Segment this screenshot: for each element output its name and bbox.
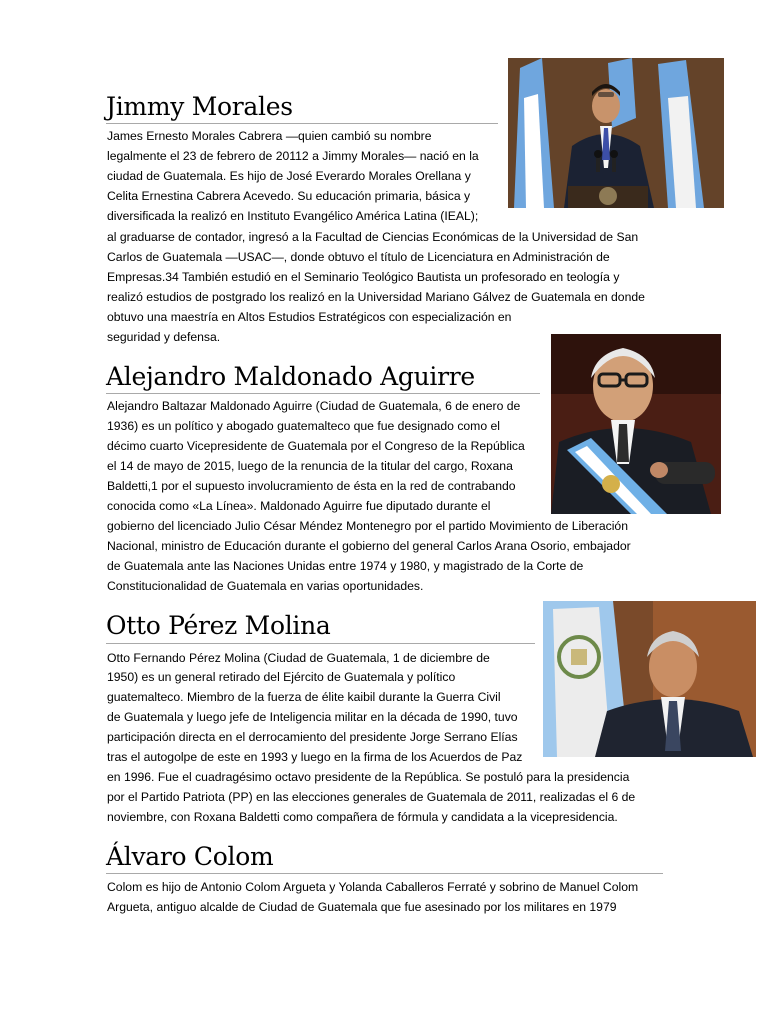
text-line: Nacional, ministro de Educación durante el gobierno del general Carlos Arana Osorio, embajador xyxy=(107,539,631,553)
text-line: obtuvo una maestría en Altos Estudios Estratégicos con especialización en xyxy=(107,310,512,324)
text-line: al graduarse de contador, ingresó a la Facultad de Ciencias Económicas de la Universidad de San xyxy=(107,230,639,244)
text-line: seguridad y defensa. xyxy=(107,330,221,344)
text-line: por el Partido Patriota (PP) en las elecciones generales de Guatemala de 2011, realizadas el 6 de xyxy=(107,790,636,804)
text-line: gobierno del licenciado Julio César Méndez Montenegro por el partido Movimiento de Liberación xyxy=(107,519,628,533)
text-line: Carlos de Guatemala —USAC—, donde obtuvo el título de Licenciatura en Administración de xyxy=(107,250,610,264)
text-line: James Ernesto Morales Cabrera —quien cambió su nombre xyxy=(107,129,432,143)
section-title-otto-perez-molina: Otto Pérez Molina xyxy=(106,611,331,640)
text-line: Celita Ernestina Cabrera Acevedo. Su educación primaria, básica y xyxy=(107,189,471,203)
text-line: Baldetti,1 por el supuesto involucramiento de ésta en la red de contrabando xyxy=(107,479,516,493)
text-line: de Guatemala ante las Naciones Unidas entre 1974 y 1980, y magistrado de la Corte de xyxy=(107,559,584,573)
text-line: Alejandro Baltazar Maldonado Aguirre (Ciudad de Guatemala, 6 de enero de xyxy=(107,399,521,413)
portrait-jimmy-morales xyxy=(508,58,724,208)
title-underline xyxy=(106,123,498,124)
text-line: participación directa en el derrocamiento del presidente Jorge Serrano Elías xyxy=(107,730,518,744)
text-line: Constitucionalidad de Guatemala en varias oportunidades. xyxy=(107,579,424,593)
section-title-jimmy-morales: Jimmy Morales xyxy=(106,92,293,121)
section-title-alejandro-maldonado-aguirre: Alejandro Maldonado Aguirre xyxy=(106,362,475,391)
text-line: ciudad de Guatemala. Es hijo de José Everardo Morales Orellana y xyxy=(107,169,471,183)
text-line: tras el autogolpe de este en 1993 y luego en la firma de los Acuerdos de Paz xyxy=(107,750,523,764)
text-line: 1936) es un político y abogado guatemalteco que fue designado como el xyxy=(107,419,500,433)
title-underline xyxy=(106,643,535,644)
text-line: Otto Fernando Pérez Molina (Ciudad de Guatemala, 1 de diciembre de xyxy=(107,651,490,665)
portrait-alejandro-maldonado-aguirre xyxy=(551,334,721,514)
text-line: diversificada la realizó en Instituto Evangélico América Latina (IEAL); xyxy=(107,209,479,223)
text-line: conocida como «La Línea». Maldonado Aguirre fue diputado durante el xyxy=(107,499,491,513)
text-line: realizó estudios de postgrado los realizó en la Universidad Mariano Gálvez de Guatemala en donde xyxy=(107,290,645,304)
text-line: de Guatemala y luego jefe de Inteligencia militar en la década de 1990, tuvo xyxy=(107,710,518,724)
section-title-alvaro-colom: Álvaro Colom xyxy=(106,842,274,871)
text-line: décimo cuarto Vicepresidente de Guatemala por el Congreso de la República xyxy=(107,439,525,453)
title-underline xyxy=(106,873,663,874)
text-line: Empresas.34 También estudió en el Seminario Teológico Bautista un profesorado en teología y xyxy=(107,270,620,284)
text-line: guatemalteco. Miembro de la fuerza de élite kaibil durante la Guerra Civil xyxy=(107,690,501,704)
title-underline xyxy=(106,393,540,394)
text-line: legalmente el 23 de febrero de 20112 a Jimmy Morales— nació en la xyxy=(107,149,479,163)
text-line: noviembre, con Roxana Baldetti como compañera de fórmula y candidata a la vicepresidencia. xyxy=(107,810,618,824)
text-line: el 14 de mayo de 2015, luego de la renuncia de la titular del cargo, Roxana xyxy=(107,459,513,473)
text-line: Colom es hijo de Antonio Colom Argueta y Yolanda Caballeros Ferraté y sobrino de Manuel Colom xyxy=(107,880,639,894)
text-line: 1950) es un general retirado del Ejército de Guatemala y político xyxy=(107,670,456,684)
portrait-otto-perez-molina xyxy=(543,601,756,757)
text-line: Argueta, antiguo alcalde de Ciudad de Guatemala que fue asesinado por los militares en 1979 xyxy=(107,900,617,914)
text-line: en 1996. Fue el cuadragésimo octavo presidente de la República. Se postuló para la presidencia xyxy=(107,770,630,784)
